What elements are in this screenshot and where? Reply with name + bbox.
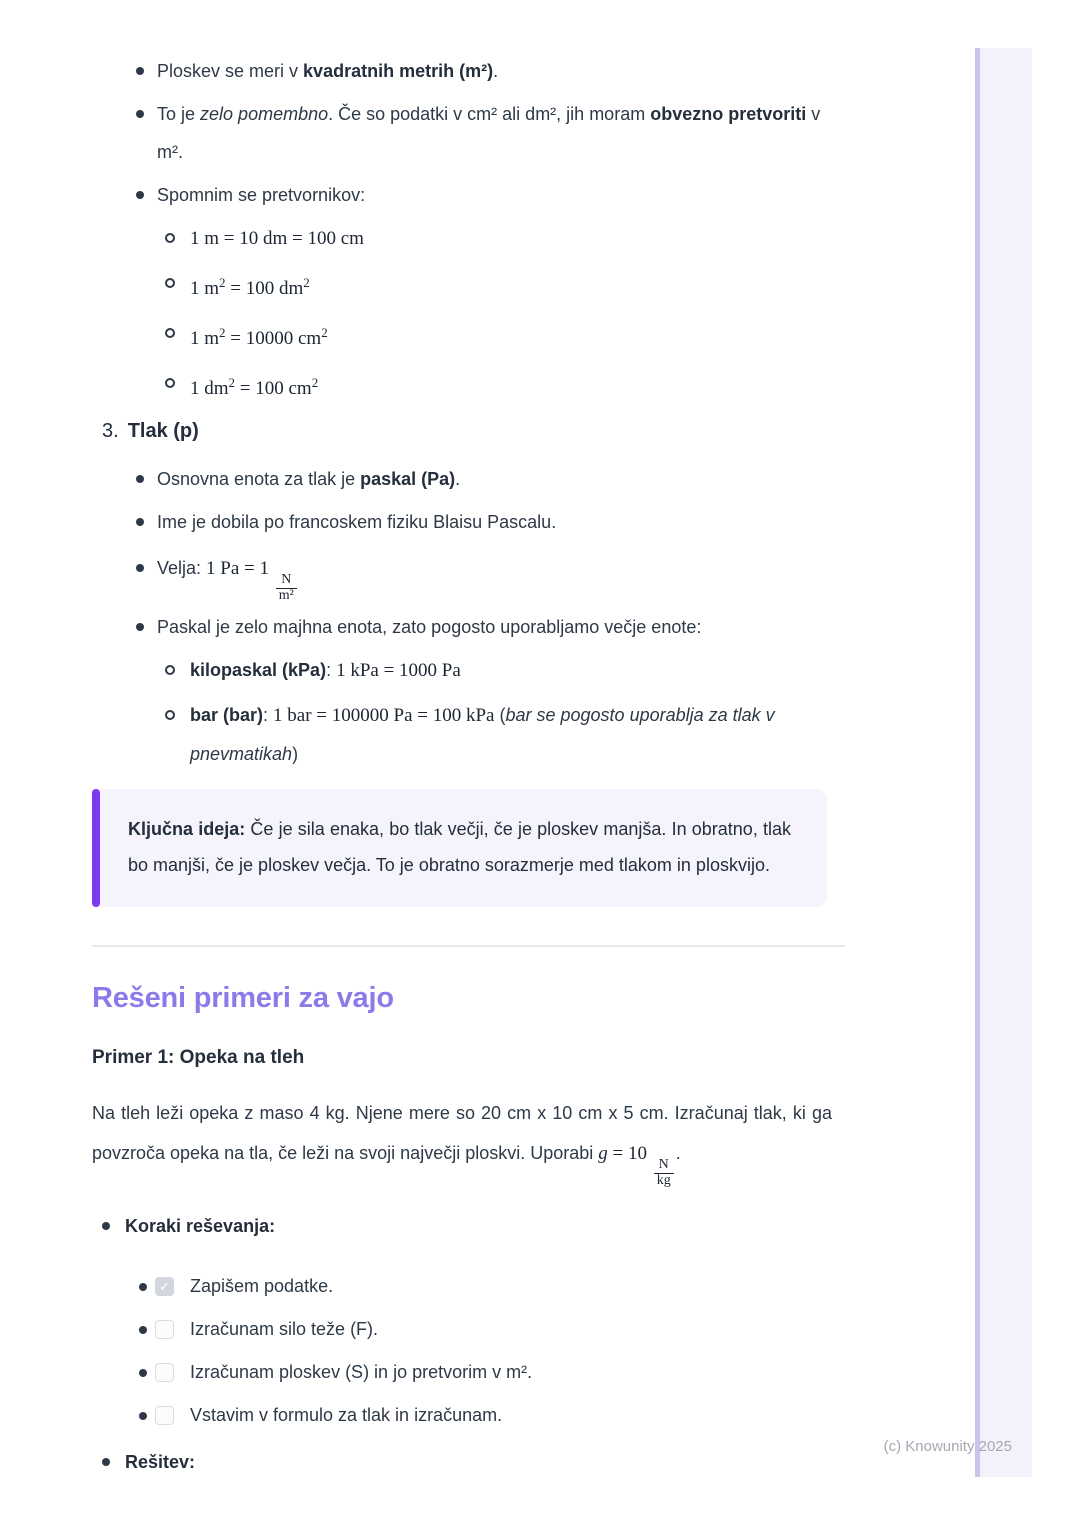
- bullet-icon: [102, 1458, 110, 1466]
- math-formula: 1 $m^2 = 100$ $dm^2$: [190, 275, 310, 299]
- list-item: [92, 95, 832, 171]
- circle-bullet-icon: [165, 378, 175, 388]
- circle-bullet-icon: [165, 233, 175, 243]
- list-item-text: Ploskev se meri v kvadratnih metrih (m²).: [157, 61, 499, 81]
- bullet-icon: [139, 1283, 147, 1291]
- checklist-item: [92, 1400, 832, 1431]
- list-item-text: To je zelo pomembno. Če so podatki v cm² ali dm², jih moram obvezno pretvoriti v m².: [157, 104, 821, 162]
- example-title: Primer 1: Opeka na tleh: [92, 1047, 305, 1069]
- check-icon: ✓: [159, 1278, 170, 1294]
- steps-checklist: [92, 1271, 832, 1431]
- solution-label: Rešitev:: [125, 1451, 196, 1472]
- section-title: Tlak (p): [127, 420, 199, 442]
- conversion-item: [92, 264, 832, 308]
- list-item-text: Spomnim se pretvornikov:: [157, 185, 366, 205]
- list-item: [92, 608, 832, 646]
- bullet-icon: [139, 1369, 147, 1377]
- list-item: [92, 52, 832, 90]
- copyright-watermark: (c) Knowunity 2025: [883, 1438, 1012, 1455]
- list-item: [92, 460, 832, 498]
- bullet-icon: [136, 475, 144, 483]
- checklist-item: [92, 1271, 832, 1302]
- conversion-item: [92, 219, 832, 258]
- callout-text: Ključna ideja: Če je sila enaka, bo tlak večji, če je ploskev manjša. In obratno, tlak bo manjši, če je ploskev večja. To je obratno sorazmerje med tlakom in ploskvijo.: [128, 819, 792, 876]
- step-checkbox[interactable]: [155, 1320, 174, 1339]
- circle-bullet-icon: [165, 328, 175, 338]
- steps-label-row: [92, 1207, 832, 1245]
- circle-bullet-icon: [165, 710, 175, 720]
- math-formula: 1 $m^2 = 10000$ $cm^2$: [190, 325, 328, 349]
- math-formula: 1 $dm^2 = 100$ $cm^2$: [190, 375, 319, 399]
- list-item-text: Paskal je zelo majhna enota, zato pogosto uporabljamo večje enote:: [157, 617, 702, 638]
- step-label: Zapišem podatke.: [190, 1275, 334, 1296]
- bullet-icon: [139, 1412, 147, 1420]
- list-item-text: bar (bar): 1 bar = 100000 Pa = 100 kPa (bar se pogosto uporablja za tlak v pnevmatikah): [190, 705, 775, 765]
- step-checkbox[interactable]: [155, 1363, 174, 1382]
- bullet-icon: [102, 1222, 110, 1230]
- conversion-item: [92, 364, 832, 408]
- section-heading-tlak: [102, 416, 832, 446]
- math-formula: 1 m = 10 dm = 100 cm: [190, 228, 364, 249]
- bullet-icon: [136, 191, 144, 199]
- document-content: [92, 52, 832, 1481]
- key-idea-callout: [92, 789, 827, 907]
- step-checkbox[interactable]: [155, 1406, 174, 1425]
- solution-label-row: [92, 1443, 832, 1481]
- list-item-text: Ime je dobila po francoskem fiziku Blaisu Pascalu.: [157, 512, 557, 532]
- bullet-icon: [139, 1326, 147, 1334]
- checklist-item: [92, 1314, 832, 1345]
- bullet-icon: [136, 518, 144, 526]
- circle-bullet-icon: [165, 665, 175, 675]
- next-page-edge: [975, 48, 1032, 1477]
- list-item-text: Osnovna enota za tlak je paskal (Pa).: [157, 469, 461, 489]
- bullet-icon: [136, 110, 144, 118]
- step-label: Izračunam ploskev (S) in jo pretvorim v m².: [190, 1361, 533, 1382]
- step-checkbox[interactable]: [155, 1277, 174, 1296]
- unit-item: [92, 651, 832, 690]
- section-divider: [92, 945, 845, 947]
- unit-item: [92, 696, 832, 773]
- bullet-icon: [136, 67, 144, 75]
- list-item-text: Velja: 1 Pa = 1 $\frac{N}{\text{m²}}$: [157, 558, 299, 578]
- circle-bullet-icon: [165, 278, 175, 288]
- step-label: Vstavim v formulo za tlak in izračunam.: [190, 1404, 503, 1425]
- conversion-item: [92, 314, 832, 358]
- callout-accent-bar: [92, 789, 100, 907]
- step-label: Izračunam silo teže (F).: [190, 1318, 379, 1339]
- checklist-item: [92, 1357, 832, 1388]
- list-item: [92, 176, 832, 214]
- list-item: [92, 503, 832, 541]
- list-item: [92, 546, 832, 603]
- problem-statement: Na tleh leži opeka z maso 4 kg. Njene mere so 20 cm x 10 cm x 5 cm. Izračunaj tlak, ki ga povzroča opeka na tla, če leži na svoji največji ploskvi. Uporabi g = 10 $\frac{N}{kg}$ .: [92, 1103, 832, 1189]
- page-title: Rešeni primeri za vajo: [92, 982, 394, 1015]
- steps-label: Koraki reševanja:: [125, 1215, 276, 1236]
- bullet-icon: [136, 564, 144, 572]
- bullet-icon: [136, 623, 144, 631]
- section-number: 3.: [102, 420, 119, 442]
- list-item-text: kilopaskal (kPa): 1 kPa = 1000 Pa: [190, 660, 461, 682]
